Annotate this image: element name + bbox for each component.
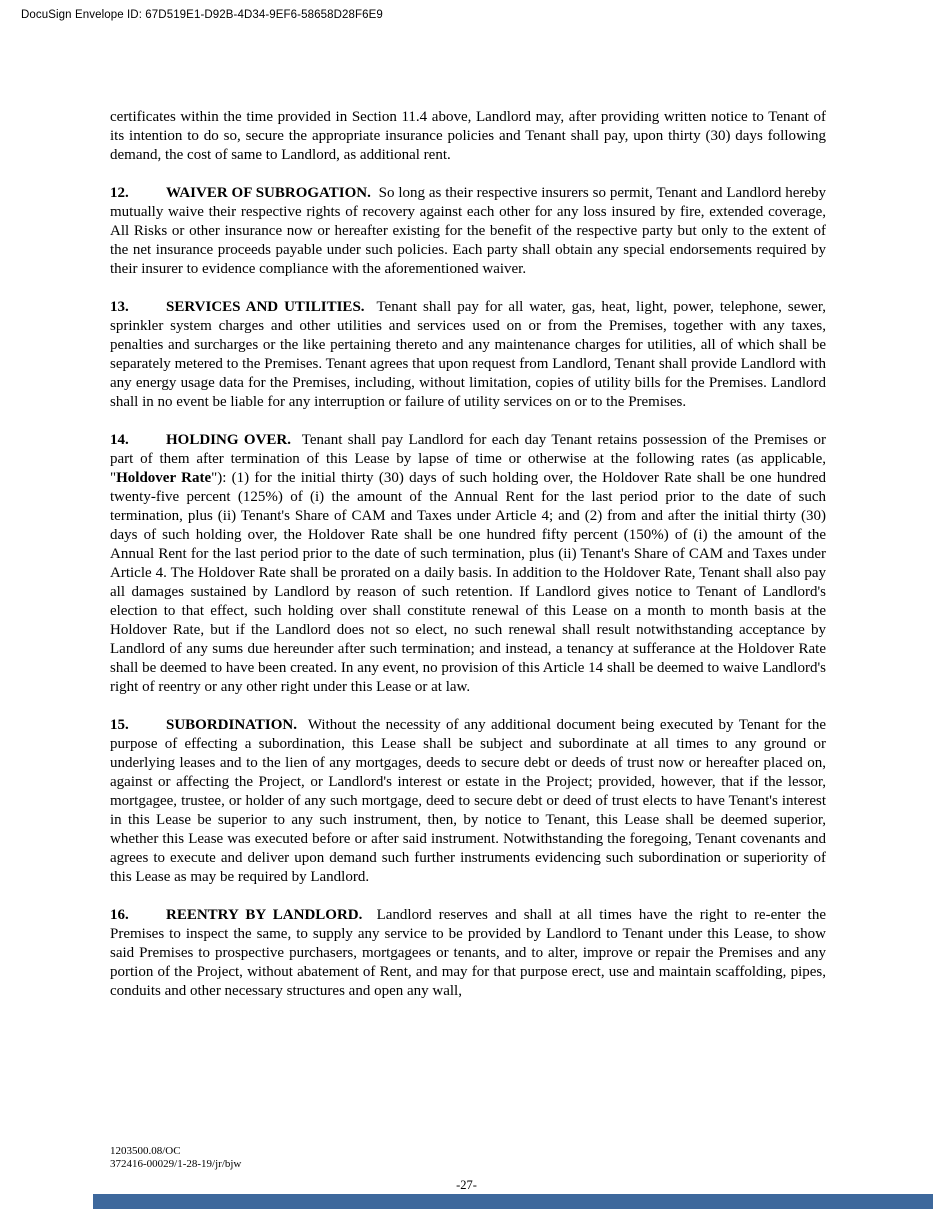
section-title: HOLDING OVER. xyxy=(166,432,291,448)
section-title: WAIVER OF SUBROGATION. xyxy=(166,185,371,201)
paragraph-continuation xyxy=(110,108,826,165)
section-number: 12. xyxy=(110,185,129,201)
continuation-text: certificates within the time provided in Section 11.4 above, Landlord may, after providing written notice to Tenant of its intention to do so, secure the appropriate insurance policies and Tenant shall pay, upon thirty (30) days following demand, the cost of same to Landlord, as additional rent. xyxy=(110,109,826,163)
lease-page-body xyxy=(110,108,826,1001)
docusign-envelope-id: DocuSign Envelope ID: 67D519E1-D92B-4D34-9EF6-58658D28F6E9 xyxy=(21,9,383,21)
bottom-blue-bar xyxy=(93,1194,933,1209)
section-body: Without the necessity of any additional document being executed by Tenant for the purpose of effecting a subordination, this Lease shall be subject and subordinate at all times to any ground or underlying leases and to the lien of any mortgages, deeds to secure debt or deeds of trust now or hereafter placed on, against or affecting the Project, or Landlord's interest or estate in the Project; provided, however, that if the lessor, mortgagee, trustee, or holder of any such mortgage, deed to secure debt or deed of trust elects to have Tenant's interest in this Lease be superior to any such instrument, then, by notice to Tenant, this Lease shall be deemed superior, whether this Lease was executed before or after said instrument. Notwithstanding the foregoing, Tenant covenants and agrees to execute and deliver upon demand such further instruments evidencing such subordination or superiority of this Lease as may be required by Landlord. xyxy=(110,717,826,885)
section-number: 16. xyxy=(110,907,129,923)
footer-ref-line-1: 1203500.08/OC xyxy=(110,1145,181,1157)
section-body-before-term: Tenant shall pay Landlord for each day Tenant retains possession of the Premises or part of them after termination of this Lease by lapse of time or otherwise at the following rates (as applicable, " xyxy=(110,432,826,486)
section-title: SERVICES AND UTILITIES. xyxy=(166,299,365,315)
holdover-rate-defined-term: Holdover Rate xyxy=(116,470,212,486)
page-number: -27- xyxy=(456,1178,477,1192)
section-number: 13. xyxy=(110,299,129,315)
footer-ref-line-2: 372416-00029/1-28-19/jr/bjw xyxy=(110,1158,242,1170)
section-15-subordination xyxy=(110,716,826,887)
section-14-holding-over xyxy=(110,431,826,697)
section-title: SUBORDINATION. xyxy=(166,717,297,733)
footer-reference-block xyxy=(110,1145,241,1171)
section-body: Landlord reserves and shall at all times have the right to re-enter the Premises to inspect the same, to supply any service to be provided by Landlord to Tenant under this Lease, to show said Premises to prospective purchasers, mortgagees or tenants, and to alter, improve or repair the Premises and any portion of the Project, without abatement of Rent, and may for that purpose erect, use and maintain scaffolding, pipes, conduits and other necessary structures and open any wall, xyxy=(110,907,827,999)
section-body: So long as their respective insurers so permit, Tenant and Landlord hereby mutually waive their respective rights of recovery against each other for any loss insured by fire, extended coverage, All Risks or other insurance now or hereafter existing for the benefit of the respective party but only to the extent of the net insurance proceeds payable under such policies. Each party shall obtain any special endorsements required by their insurer to evidence compliance with the aforementioned waiver. xyxy=(110,185,827,277)
section-16-reentry-by-landlord xyxy=(110,906,826,1001)
section-body: Tenant shall pay for all water, gas, heat, light, power, telephone, sewer, sprinkler system charges and other utilities and services used on or from the Premises, together with any taxes, penalties and surcharges or the like pertaining thereto and any maintenance charges for utilities, all of which shall be separately metered to the Premises. Tenant agrees that upon request from Landlord, Tenant shall provide Landlord with any energy usage data for the Premises, including, without limitation, copies of utility bills for the Premises. Landlord shall in no event be liable for any interruption or failure of utility services on or to the Premises. xyxy=(110,299,826,410)
section-body-after-term: "): (1) for the initial thirty (30) days of such holding over, the Holdover Rate shall be one hundred twenty-five percent (125%) of (i) the amount of the Annual Rent for the last period prior to the date of such termination, plus (ii) Tenant's Share of CAM and Taxes under Article 4; and (2) from and after the initial thirty (30) days of such holding over, the Holdover Rate shall be one hundred fifty percent (150%) of (i) the amount of the Annual Rent for the last period prior to the date of such termination, plus (ii) Tenant's Share of CAM and Taxes under Article 4. The Holdover Rate shall be prorated on a daily basis. In addition to the Holdover Rate, Tenant shall also pay all damages sustained by Landlord by reason of such retention. If Landlord gives notice to Tenant of Landlord's election to that effect, such holding over shall constitute renewal of this Lease on a month to month basis at the Holdover Rate, but if the Landlord does not so elect, no such renewal shall result notwithstanding acceptance by Landlord of any sums due hereunder after such termination; and instead, a tenancy at sufferance at the Holdover Rate shall be deemed to have been created. In any event, no provision of this Article 14 shall be deemed to waive Landlord's right of reentry or any other right under this Lease or at law. xyxy=(110,470,826,695)
section-number: 15. xyxy=(110,717,129,733)
section-title: REENTRY BY LANDLORD. xyxy=(166,907,363,923)
section-12-waiver-of-subrogation xyxy=(110,184,826,279)
section-number: 14. xyxy=(110,432,129,448)
section-13-services-and-utilities xyxy=(110,298,826,412)
